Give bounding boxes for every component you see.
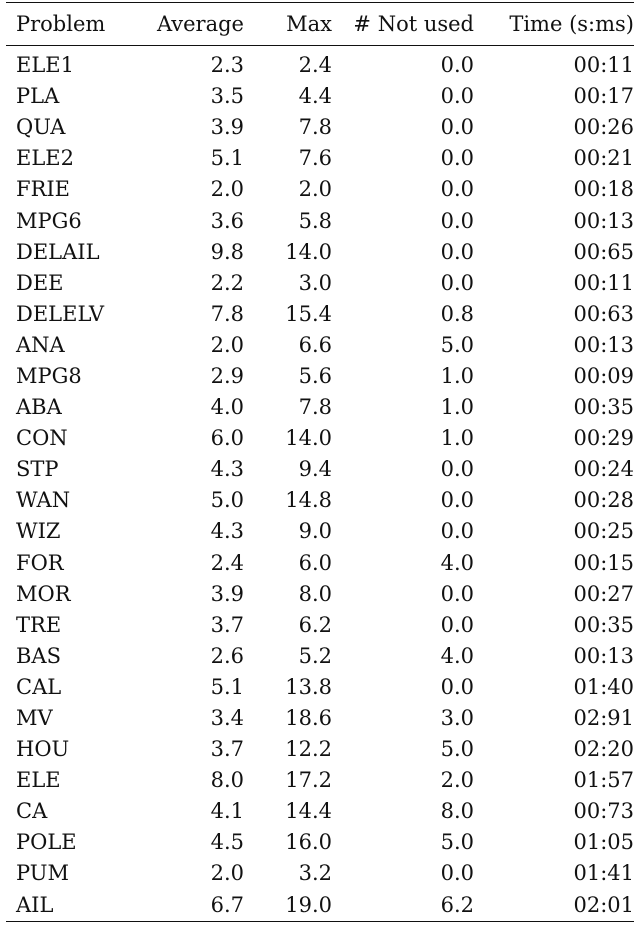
- cell-time: 00:28: [573, 488, 634, 513]
- cell-max: 7.8: [298, 395, 332, 420]
- cell-problem: CON: [16, 426, 68, 451]
- table-row: [6, 610, 640, 641]
- table-row: [6, 579, 640, 610]
- header-max: Max: [286, 12, 332, 36]
- cell-time: 00:25: [573, 519, 634, 544]
- cell-not-used: 4.0: [440, 550, 474, 575]
- cell-max: 9.0: [298, 519, 332, 544]
- cell-average: 3.7: [210, 612, 244, 637]
- cell-average: 9.8: [210, 239, 244, 264]
- cell-max: 15.4: [285, 301, 332, 326]
- table-row: [6, 299, 640, 330]
- table-row: [6, 330, 640, 361]
- cell-not-used: 0.8: [440, 301, 474, 326]
- cell-max: 14.8: [285, 488, 332, 513]
- table-row: [6, 46, 640, 81]
- cell-time: 00:18: [573, 177, 634, 202]
- cell-max: 17.2: [285, 768, 332, 793]
- cell-problem: FRIE: [16, 177, 71, 202]
- cell-not-used: 0.0: [440, 519, 474, 544]
- cell-max: 18.6: [285, 706, 332, 731]
- header-not-used: # Not used: [353, 12, 474, 36]
- table-row: [6, 641, 640, 672]
- cell-problem: STP: [16, 457, 59, 482]
- cell-not-used: 0.0: [440, 581, 474, 606]
- cell-max: 6.2: [298, 612, 332, 637]
- cell-problem: MPG6: [16, 208, 82, 233]
- table-header: [6, 3, 640, 45]
- table-row: [6, 454, 640, 485]
- cell-time: 01:57: [573, 768, 634, 793]
- cell-time: 00:35: [573, 612, 634, 637]
- cell-not-used: 0.0: [440, 270, 474, 295]
- cell-average: 2.4: [210, 550, 244, 575]
- table-row: [6, 237, 640, 268]
- table-row: [6, 112, 640, 143]
- cell-problem: CAL: [16, 674, 62, 699]
- cell-average: 2.9: [210, 363, 244, 388]
- cell-average: 3.4: [210, 706, 244, 731]
- cell-time: 00:24: [573, 457, 634, 482]
- cell-time: 00:65: [573, 239, 634, 264]
- cell-time: 00:11: [573, 270, 634, 295]
- cell-not-used: 0.0: [440, 84, 474, 109]
- cell-max: 14.0: [285, 426, 332, 451]
- cell-average: 4.0: [210, 395, 244, 420]
- cell-not-used: 1.0: [440, 363, 474, 388]
- cell-problem: MV: [16, 706, 53, 731]
- cell-not-used: 0.0: [440, 488, 474, 513]
- cell-time: 02:91: [573, 706, 634, 731]
- cell-time: 00:13: [573, 332, 634, 357]
- cell-average: 2.0: [210, 861, 244, 886]
- cell-problem: PLA: [16, 84, 60, 109]
- cell-time: 00:17: [573, 84, 634, 109]
- cell-not-used: 0.0: [440, 177, 474, 202]
- cell-not-used: 5.0: [440, 830, 474, 855]
- cell-not-used: 0.0: [440, 146, 474, 171]
- table-row: [6, 890, 640, 921]
- table-row: [6, 858, 640, 889]
- cell-problem: ELE1: [16, 53, 74, 78]
- cell-max: 16.0: [285, 830, 332, 855]
- cell-max: 14.4: [285, 799, 332, 824]
- cell-problem: ABA: [16, 395, 62, 420]
- cell-problem: MOR: [16, 581, 71, 606]
- cell-time: 00:11: [573, 53, 634, 78]
- table-row: [6, 81, 640, 112]
- cell-time: 00:13: [573, 643, 634, 668]
- cell-average: 3.9: [210, 115, 244, 140]
- cell-time: 00:35: [573, 395, 634, 420]
- cell-average: 8.0: [210, 768, 244, 793]
- header-problem: Problem: [16, 12, 106, 36]
- cell-not-used: 1.0: [440, 426, 474, 451]
- cell-problem: QUA: [16, 115, 66, 140]
- table-row: [6, 423, 640, 454]
- table-row: [6, 205, 640, 236]
- cell-average: 5.1: [210, 674, 244, 699]
- table-row: [6, 392, 640, 423]
- cell-average: 3.7: [210, 737, 244, 762]
- cell-not-used: 1.0: [440, 395, 474, 420]
- cell-max: 7.6: [298, 146, 332, 171]
- cell-max: 19.0: [285, 892, 332, 917]
- cell-not-used: 2.0: [440, 768, 474, 793]
- table-row: [6, 703, 640, 734]
- cell-time: 00:26: [573, 115, 634, 140]
- cell-max: 9.4: [298, 457, 332, 482]
- header-row: [6, 3, 640, 45]
- results-table: [6, 3, 640, 45]
- cell-time: 00:27: [573, 581, 634, 606]
- cell-max: 3.2: [298, 861, 332, 886]
- cell-problem: HOU: [16, 737, 70, 762]
- cell-problem: ELE2: [16, 146, 74, 171]
- cell-average: 3.5: [210, 84, 244, 109]
- cell-average: 2.0: [210, 177, 244, 202]
- cell-average: 4.3: [210, 457, 244, 482]
- cell-not-used: 0.0: [440, 674, 474, 699]
- cell-problem: WAN: [16, 488, 71, 513]
- cell-average: 6.0: [210, 426, 244, 451]
- cell-problem: DELELV: [16, 301, 105, 326]
- cell-time: 00:29: [573, 426, 634, 451]
- table-row: [6, 516, 640, 547]
- cell-max: 4.4: [298, 84, 332, 109]
- cell-problem: BAS: [16, 643, 61, 668]
- cell-not-used: 3.0: [440, 706, 474, 731]
- cell-average: 4.3: [210, 519, 244, 544]
- cell-time: 00:15: [573, 550, 634, 575]
- cell-not-used: 8.0: [440, 799, 474, 824]
- cell-average: 6.7: [210, 892, 244, 917]
- cell-average: 2.0: [210, 332, 244, 357]
- cell-max: 6.6: [298, 332, 332, 357]
- cell-time: 00:73: [573, 799, 634, 824]
- results-table-container: [6, 2, 634, 922]
- cell-average: 2.2: [210, 270, 244, 295]
- cell-max: 5.2: [298, 643, 332, 668]
- cell-max: 2.0: [298, 177, 332, 202]
- table-row: [6, 796, 640, 827]
- cell-average: 2.6: [210, 643, 244, 668]
- cell-time: 00:13: [573, 208, 634, 233]
- cell-not-used: 0.0: [440, 612, 474, 637]
- cell-max: 13.8: [285, 674, 332, 699]
- cell-max: 5.6: [298, 363, 332, 388]
- cell-max: 2.4: [298, 53, 332, 78]
- cell-max: 8.0: [298, 581, 332, 606]
- cell-problem: WIZ: [16, 519, 61, 544]
- cell-max: 12.2: [285, 737, 332, 762]
- cell-average: 3.6: [210, 208, 244, 233]
- cell-not-used: 6.2: [440, 892, 474, 917]
- cell-problem: AIL: [16, 892, 54, 917]
- cell-average: 7.8: [210, 301, 244, 326]
- cell-max: 14.0: [285, 239, 332, 264]
- cell-average: 4.5: [210, 830, 244, 855]
- cell-problem: FOR: [16, 550, 64, 575]
- cell-average: 2.3: [210, 53, 244, 78]
- table-row: [6, 268, 640, 299]
- cell-problem: POLE: [16, 830, 77, 855]
- cell-not-used: 0.0: [440, 457, 474, 482]
- cell-problem: MPG8: [16, 363, 82, 388]
- cell-not-used: 0.0: [440, 53, 474, 78]
- cell-time: 01:40: [573, 674, 634, 699]
- cell-not-used: 4.0: [440, 643, 474, 668]
- cell-problem: DELAIL: [16, 239, 100, 264]
- cell-time: 02:01: [573, 892, 634, 917]
- cell-problem: ANA: [16, 332, 65, 357]
- cell-not-used: 5.0: [440, 332, 474, 357]
- cell-not-used: 0.0: [440, 239, 474, 264]
- cell-average: 4.1: [210, 799, 244, 824]
- table-row: [6, 485, 640, 516]
- table-row: [6, 361, 640, 392]
- table-row: [6, 548, 640, 579]
- cell-time: 00:63: [573, 301, 634, 326]
- cell-not-used: 0.0: [440, 115, 474, 140]
- cell-average: 5.1: [210, 146, 244, 171]
- cell-max: 7.8: [298, 115, 332, 140]
- cell-time: 01:41: [573, 861, 634, 886]
- table-body: [6, 46, 640, 921]
- cell-not-used: 0.0: [440, 208, 474, 233]
- cell-problem: CA: [16, 799, 48, 824]
- table-row: [6, 672, 640, 703]
- table-row: [6, 143, 640, 174]
- cell-problem: ELE: [16, 768, 61, 793]
- cell-time: 00:21: [573, 146, 634, 171]
- cell-problem: PUM: [16, 861, 69, 886]
- cell-time: 01:05: [573, 830, 634, 855]
- bottom-rule: [6, 921, 634, 922]
- cell-average: 3.9: [210, 581, 244, 606]
- cell-max: 6.0: [298, 550, 332, 575]
- cell-time: 00:09: [573, 363, 634, 388]
- cell-max: 5.8: [298, 208, 332, 233]
- cell-problem: TRE: [16, 612, 62, 637]
- cell-average: 5.0: [210, 488, 244, 513]
- cell-max: 3.0: [298, 270, 332, 295]
- table-row: [6, 174, 640, 205]
- table-row: [6, 765, 640, 796]
- header-time: Time (s:ms): [509, 12, 634, 36]
- results-table-body: [6, 46, 640, 921]
- cell-not-used: 0.0: [440, 861, 474, 886]
- table-row: [6, 734, 640, 765]
- cell-time: 02:20: [573, 737, 634, 762]
- header-average: Average: [156, 12, 244, 36]
- table-row: [6, 827, 640, 858]
- cell-not-used: 5.0: [440, 737, 474, 762]
- cell-problem: DEE: [16, 270, 64, 295]
